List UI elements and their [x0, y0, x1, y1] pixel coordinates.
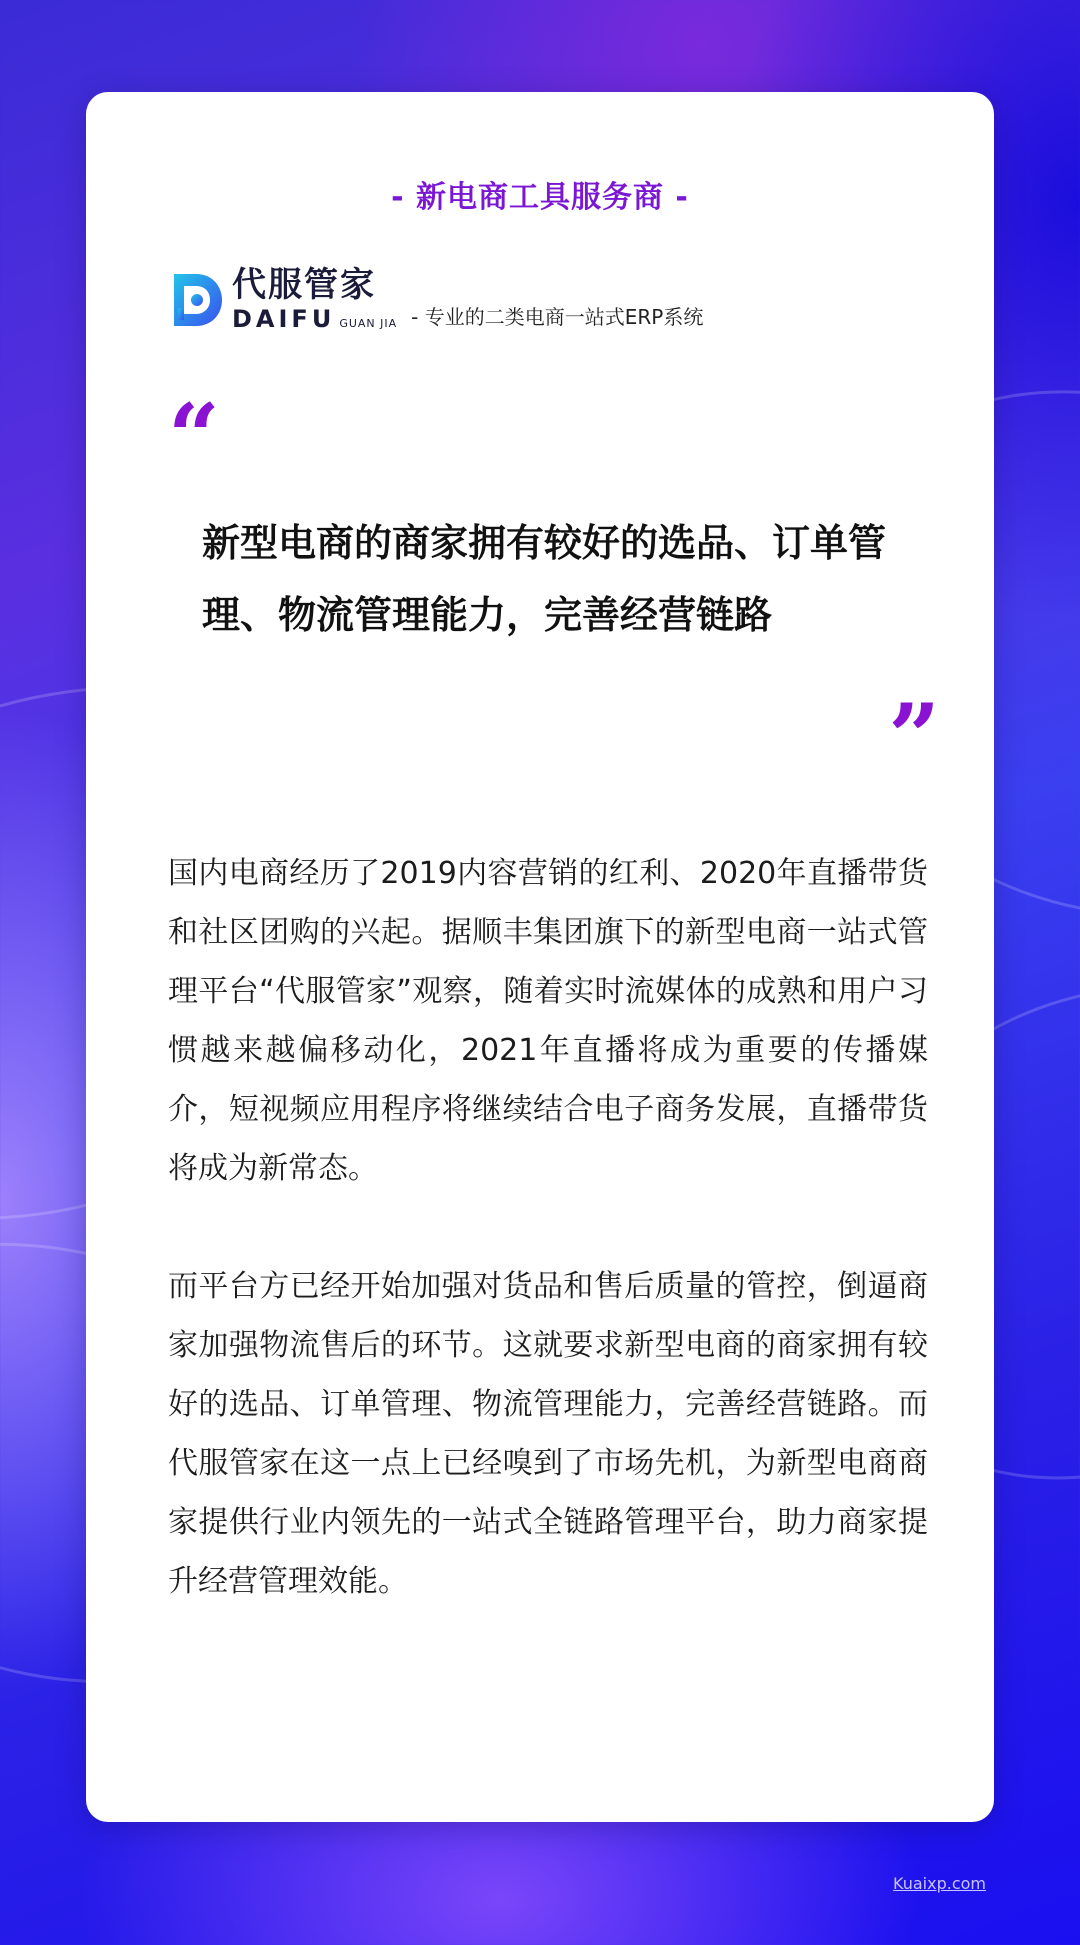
logo-name-cn: 代服管家	[232, 265, 376, 305]
close-quote-icon: ”	[888, 684, 940, 790]
footer-source-link[interactable]: Kuaixp.com	[893, 1874, 986, 1893]
brand-logo	[168, 262, 703, 332]
headline: 新型电商的商家拥有较好的选品、订单管理、物流管理能力，完善经营链路	[202, 521, 887, 637]
logo-wordmark	[232, 266, 397, 332]
open-quote-icon: “	[168, 384, 220, 490]
logo-mark-icon	[168, 268, 224, 332]
logo-name-en-row	[232, 306, 397, 332]
logo-slogan: - 专业的二类电商一站式ERP系统	[411, 305, 704, 329]
logo-name-en-sub: GUAN JIA	[339, 317, 398, 330]
tagline: - 新电商工具服务商 -	[391, 180, 689, 215]
body-paragraph-1: 国内电商经历了2019内容营销的红利、2020年直播带货和社区团购的兴起。据顺丰集团旗下的新型电商一站式管理平台“代服管家”观察，随着实时流媒体的成熟和用户习惯越来越偏移动化，2021年直播将成为重要的传播媒介，短视频应用程序将继续结合电子商务发展，直播带货将成为新常态。	[168, 856, 928, 1186]
content-card	[86, 92, 994, 1822]
logo-name-en: DAIFU	[232, 305, 336, 333]
body-paragraph-2: 而平台方已经开始加强对货品和售后质量的管控，倒逼商家加强物流售后的环节。这就要求新型电商的商家拥有较好的选品、订单管理、物流管理能力，完善经营链路。而代服管家在这一点上已经嗅到了市场先机，为新型电商商家提供行业内领先的一站式全链路管理平台，助力商家提升经营管理效能。	[168, 1269, 928, 1599]
